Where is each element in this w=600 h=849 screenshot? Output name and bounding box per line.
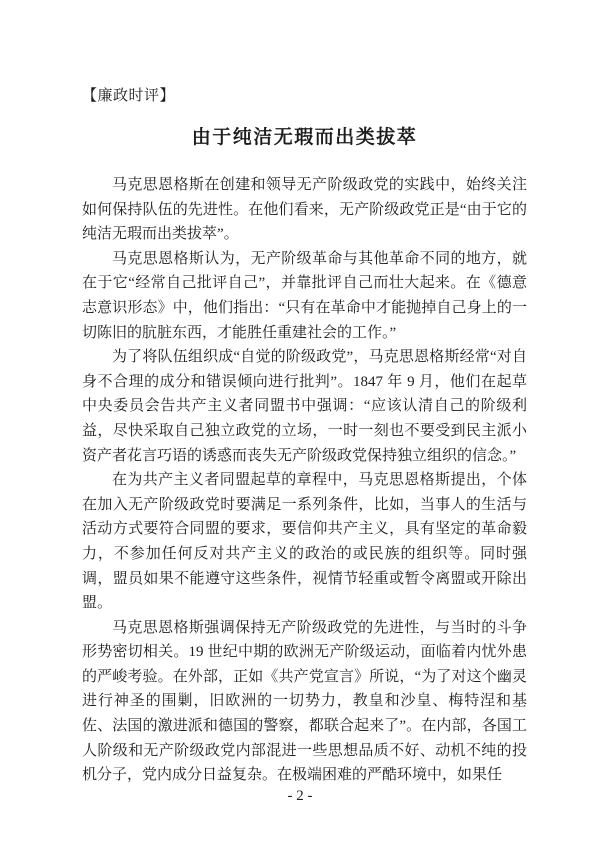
document-title: 由于纯洁无瑕而出类拔萃	[191, 127, 418, 148]
body-paragraph: 马克思恩格斯强调保持无产阶级政党的先进性，与当时的斗争形势密切相关。19 世纪中期的欧洲无产阶级运动，面临着内忧外患的严峻考验。在外部，正如《共产党宣言》所说，“为了对这个幽灵进行神圣的围剿，旧欧洲的一切势力，教皇和沙皇、梅特涅和基佐、法国的激进派和德国的警察，都联合起来了”。在内部，各国工人阶级和无产阶级政党内部混进一些思想品质不好、动机不纯的投机分子，党内成分日益复杂。在极端困难的严酷环境中，如果任	[82, 619, 527, 784]
body-paragraph: 马克思恩格斯在创建和领导无产阶级政党的实践中，始终关注如何保持队伍的先进性。在他们看来，无产阶级政党正是“由于它的纯洁无瑕而出类拔萃”。	[82, 177, 527, 243]
body-paragraph: 为了将队伍组织成“自觉的阶级政党”，马克思恩格斯经常“对自身不合理的成分和错误倾向进行批判”。1847 年 9 月，他们在起草中央委员会告共产主义者同盟书中强调：“应该认清自己的阶级利益，尽快采取自己独立政党的立场，一时一刻也不要受到民主派小资产者花言巧语的诱惑而丧失无产阶级政党保持独立组织的信念。”	[82, 349, 527, 464]
document-body	[82, 173, 527, 788]
page-number: - 2 -	[287, 788, 313, 804]
body-paragraph: 在为共产主义者同盟起草的章程中，马克思恩格斯提出，个体在加入无产阶级政党时要满足一系列条件，比如，当事人的生活与活动方式要符合同盟的要求，要信仰共产主义，具有坚定的革命毅力，不参加任何反对共产主义的政治的或民族的组织等。同时强调，盟员如果不能遵守这些条件，视情节轻重或暂令离盟或开除出盟。	[82, 472, 527, 612]
section-tag: 【廉政时评】	[82, 88, 176, 104]
body-paragraph: 马克思恩格斯认为，无产阶级革命与其他革命不同的地方，就在于它“经常自己批评自己”，并靠批评自己而壮大起来。在《德意志意识形态》中，他们指出：“只有在革命中才能抛掉自己身上的一切陈旧的肮脏东西，才能胜任重建社会的工作。”	[82, 250, 527, 341]
